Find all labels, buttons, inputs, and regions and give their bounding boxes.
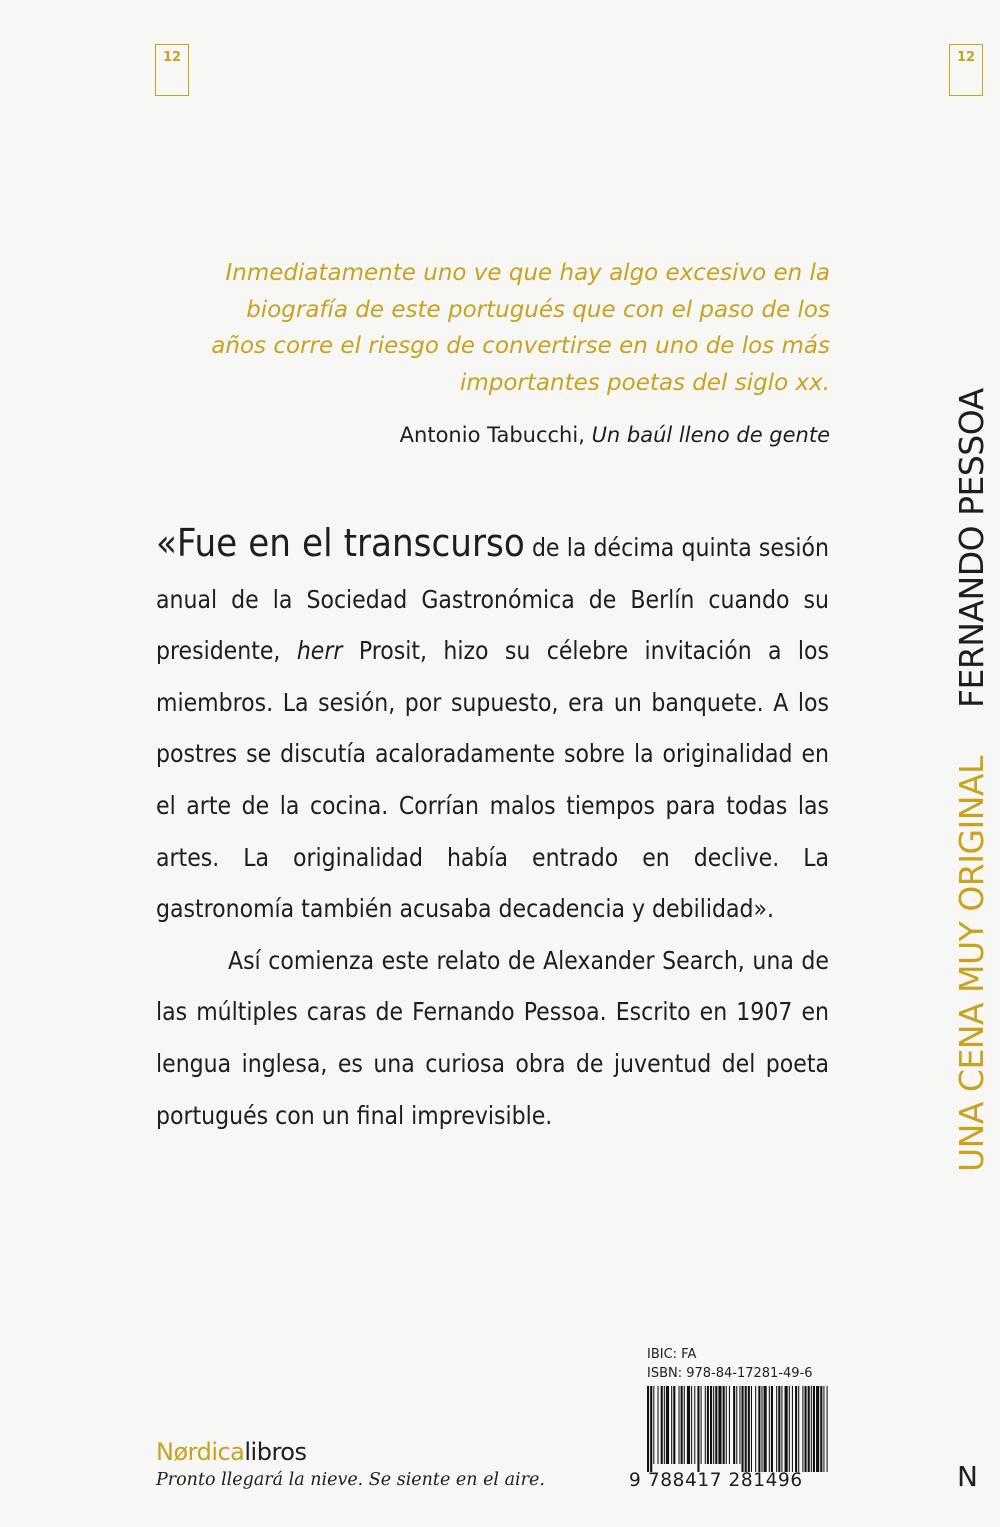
synopsis-paragraph-1 — [156, 518, 829, 935]
synopsis-text: Prosit, hizo su célebre invitación a los miembros. La sesión, por supuesto, era un banquete. A los postres se discutía acaloradamente sobre la originalidad en el arte de la cocina. Corrían malos tiempos para todas las artes. La originalidad había entrado en declive. La gastronomía también acusaba decadencia y debilidad». — [156, 636, 830, 924]
spine-author: FERNANDO PESSOA — [952, 388, 991, 708]
epigraph-attribution — [190, 423, 830, 447]
epigraph-work: Un baúl lleno de gente — [591, 423, 830, 447]
epigraph-line: biografía de este portugués que con el paso de los — [246, 296, 830, 323]
publisher-mark: N — [957, 1460, 978, 1493]
epigraph-quote — [190, 255, 830, 401]
barcode-icon — [647, 1386, 830, 1472]
epigraph-author: Antonio Tabucchi, — [399, 423, 585, 447]
publisher-tagline: Pronto llegará la nieve. Se siente en el aire. — [156, 1470, 545, 1490]
synopsis-text: de la décima quinta sesión anual de la Sociedad Gastronómica de Berlín cuando su presidente, — [156, 533, 830, 666]
synopsis-lead: «Fue en el transcurso — [156, 521, 525, 565]
barcode-digits: 9 788417 281496 — [629, 1470, 803, 1491]
epigraph-line: Inmediatamente uno ve que hay algo excesivo en la — [225, 260, 830, 286]
spine-title: UNA CENA MUY ORIGINAL — [952, 756, 991, 1172]
publisher-suffix: libros — [244, 1438, 307, 1466]
ibic-code: IBIC: FA — [647, 1347, 697, 1362]
publisher-logo — [156, 1438, 307, 1466]
isbn-code: ISBN: 978-84-17281-49-6 — [647, 1366, 813, 1381]
spine-collection-number-badge: 12 — [949, 44, 983, 96]
publisher-brand: Nørdica — [156, 1438, 245, 1466]
epigraph-line: importantes poetas del siglo xx. — [459, 369, 830, 396]
synopsis-italic-word: herr — [296, 636, 343, 666]
collection-number-badge: 12 — [155, 44, 189, 96]
synopsis — [156, 518, 829, 1141]
synopsis-paragraph-2: Así comienza este relato de Alexander Search, una de las múltiples caras de Fernando Pessoa. Escrito en 1907 en lengua inglesa, es una curiosa obra de juventud del poeta portugués con un final imprevisible. — [156, 945, 829, 1130]
epigraph-line: años corre el riesgo de convertirse en uno de los más — [211, 333, 830, 359]
